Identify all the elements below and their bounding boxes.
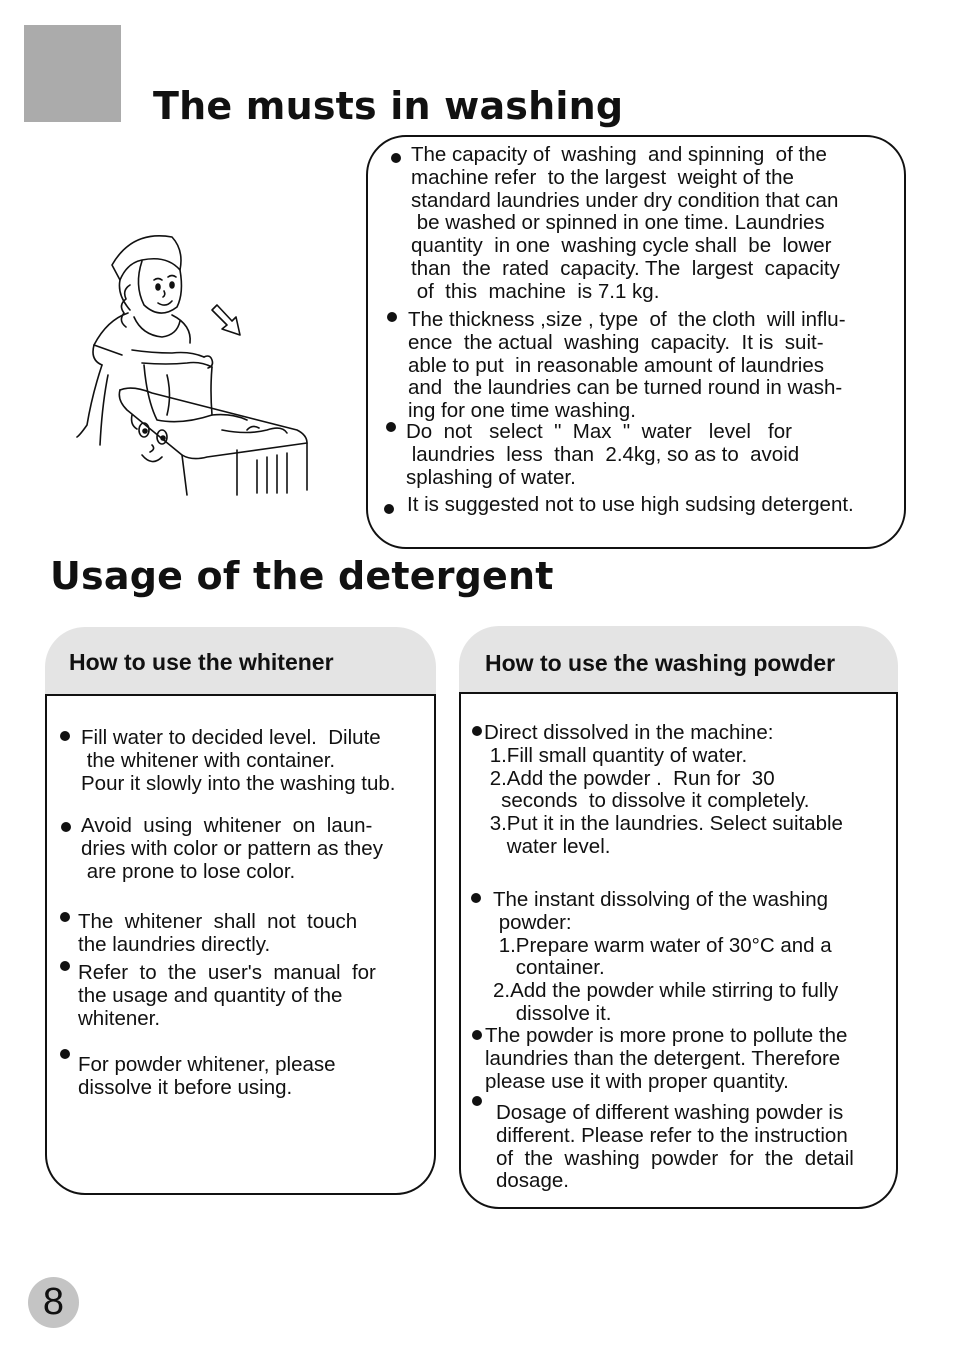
whitener-panel-header bbox=[45, 627, 436, 696]
bullet-icon bbox=[472, 1030, 482, 1040]
page-title: The musts in washing bbox=[153, 84, 624, 128]
bullet-icon bbox=[387, 312, 397, 322]
whitener-heading: How to use the whitener bbox=[69, 649, 334, 675]
bullet-icon bbox=[60, 961, 70, 971]
page-number: 8 bbox=[28, 1277, 79, 1328]
bullet-icon bbox=[60, 731, 70, 741]
bullet-icon bbox=[60, 1049, 70, 1059]
washing-illustration bbox=[72, 225, 317, 500]
bullet-icon bbox=[472, 726, 482, 736]
powder-heading: How to use the washing powder bbox=[485, 650, 836, 676]
bullet-icon bbox=[386, 422, 396, 432]
bullet-icon bbox=[471, 893, 481, 903]
bullet-icon bbox=[60, 912, 70, 922]
bullet-icon bbox=[472, 1096, 482, 1106]
bullet-icon bbox=[391, 153, 401, 163]
section-title: Usage of the detergent bbox=[50, 554, 554, 598]
section-marker bbox=[24, 25, 121, 122]
bullet-icon bbox=[61, 822, 71, 832]
bullet-icon bbox=[384, 504, 394, 514]
powder-panel-header bbox=[459, 626, 898, 694]
